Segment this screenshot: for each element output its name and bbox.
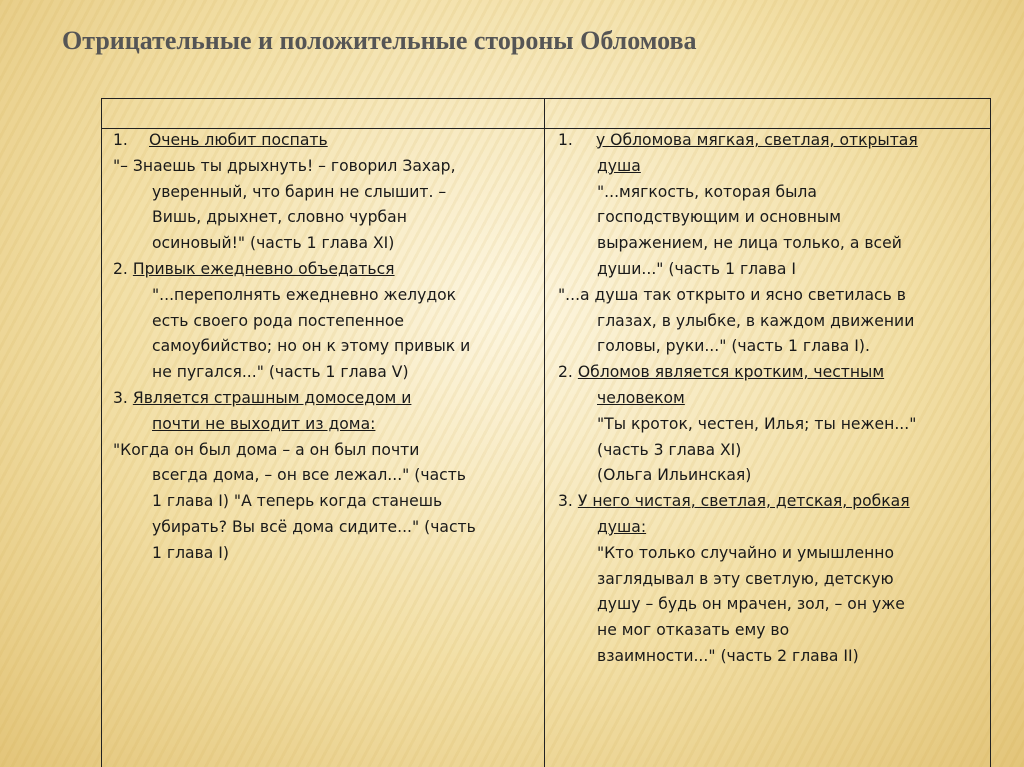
left-item-3-quote-line: всегда дома, – он все лежал..." (часть — [152, 466, 466, 485]
right-item-2-quote-line: "Ты кроток, честен, Илья; ты нежен..." — [597, 414, 917, 433]
right-item-1-quote2-line: головы, руки..." (часть 1 глава I). — [597, 337, 870, 356]
left-item-3-number: 3. — [113, 388, 128, 407]
right-item-3-heading: 3. У него чистая, светлая, детская, робкая — [558, 492, 910, 511]
comparison-table — [101, 98, 991, 767]
right-item-1-quote-line: господствующим и основным — [597, 208, 841, 227]
right-item-1-heading: 1. у Обломова мягкая, светлая, открытая — [558, 128, 984, 154]
left-item-1-quote-line: уверенный, что барин не слышит. – — [152, 182, 447, 201]
left-item-2-quote-line: самоубийство; но он к этому привык и — [152, 337, 471, 356]
left-item-2-heading: 2. Привык ежедневно объедаться — [113, 259, 395, 278]
right-item-3-heading-line: душа: — [597, 517, 647, 536]
right-item-1-quote-line: души..." (часть 1 глава I — [597, 259, 796, 278]
left-item-2-quote-line: есть своего рода постепенное — [152, 311, 405, 330]
right-item-2-heading-line: человеком — [597, 388, 685, 407]
left-item-3-heading: 3. Является страшным домоседом и — [113, 388, 412, 407]
right-item-1-quote-line: "...мягкость, которая была — [597, 182, 817, 201]
left-item-1-quote-line: осиновый!" (часть 1 глава XI) — [152, 234, 395, 253]
right-item-2-number: 2. — [558, 363, 573, 382]
left-item-1-heading: 1. Очень любит поспать — [113, 128, 538, 154]
right-item-2-quote-line: (Ольга Ильинская) — [597, 466, 752, 485]
right-item-1-quote2-line: глазах, в улыбке, в каждом движении — [597, 311, 915, 330]
left-item-2-quote-line: "...переполнять ежедневно желудок — [152, 285, 457, 304]
left-item-1-number: 1. — [113, 131, 128, 149]
left-item-2-quote-line: не пугался..." (часть 1 глава V) — [152, 363, 409, 382]
negative-column — [113, 128, 538, 567]
right-item-3-number: 3. — [558, 492, 573, 511]
right-item-2-heading: 2. Обломов является кротким, честным — [558, 363, 885, 382]
left-item-3-quote-line: "Когда он был дома – а он был почти — [113, 440, 420, 459]
left-item-3-quote-line: убирать? Вы всё дома сидите..." (часть — [152, 517, 476, 536]
positive-column — [558, 128, 984, 670]
left-item-1-quote-line: Вишь, дрыхнет, словно чурбан — [152, 208, 407, 227]
right-item-2-quote-line: (часть 3 глава XI) — [597, 440, 742, 459]
left-item-3-quote-line: 1 глава I) — [152, 543, 229, 562]
right-item-3-quote-line: душу – будь он мрачен, зол, – он уже — [597, 595, 905, 614]
slide-title: Отрицательные и положительные стороны Обломова — [62, 26, 697, 55]
left-item-2-number: 2. — [113, 259, 128, 278]
right-item-1-number: 1. — [558, 131, 573, 149]
right-item-1-quote2-line: "...а душа так открыто и ясно светилась в — [558, 285, 906, 304]
right-item-3-quote-line: "Кто только случайно и умышленно — [597, 543, 895, 562]
right-item-3-quote-line: не мог отказать ему во — [597, 621, 790, 640]
right-item-1-quote-line: выражением, не лица только, а всей — [597, 234, 902, 253]
right-item-1-heading-line: душа — [597, 156, 641, 175]
right-item-3-quote-line: взаимности..." (часть 2 глава II) — [597, 646, 859, 665]
left-item-1-quote-line: "– Знаешь ты дрыхнуть! – говорил Захар, — [113, 156, 456, 175]
column-divider — [544, 99, 545, 767]
left-item-3-quote-line: 1 глава I) "А теперь когда станешь — [152, 492, 443, 511]
left-item-3-heading-line: почти не выходит из дома: — [152, 414, 376, 433]
right-item-3-quote-line: заглядывал в эту светлую, детскую — [597, 569, 894, 588]
